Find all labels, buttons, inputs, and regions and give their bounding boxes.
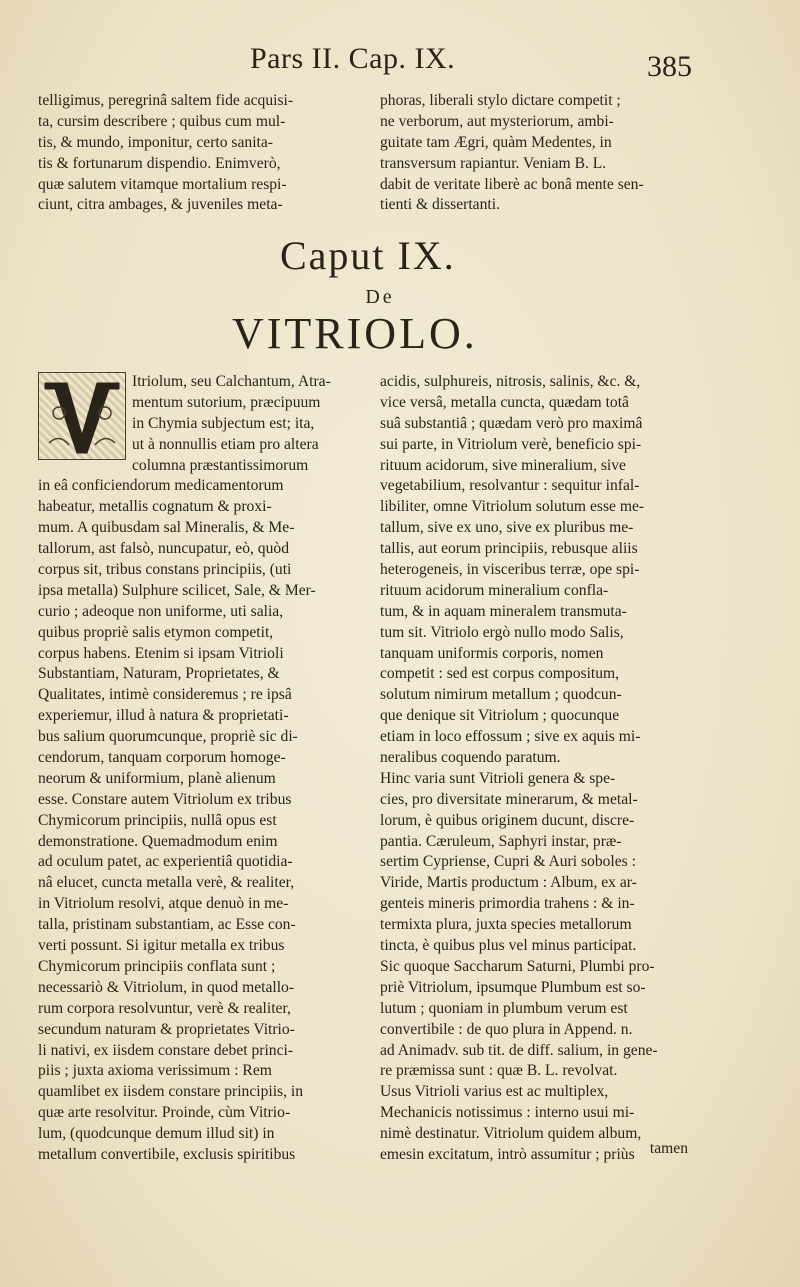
running-head: Pars II. Cap. IX. — [250, 42, 456, 75]
text-line: secundum naturam & proprietates Vitrio- — [38, 1020, 295, 1038]
chapter-heading: Caput IX. — [280, 233, 456, 278]
text-line: re præmissa sunt : quæ B. L. revolvat. — [380, 1062, 618, 1080]
text-line: sui parte, in Vitriolum verè, beneficio spi- — [380, 435, 642, 453]
text-line: Qualitates, intimè consideremus ; re ipsâ — [38, 686, 292, 704]
text-line: tum, & in aquam mineralem transmuta- — [380, 602, 627, 620]
text-line: nimè destinatur. Vitriolum quidem album, — [380, 1125, 642, 1143]
text-line: rituum acidorum mineralium confla- — [380, 581, 609, 599]
top-right-column — [380, 91, 688, 216]
text-line: solutum nimirum metallum ; quodcun- — [380, 686, 622, 704]
text-line: libiliter, omne Vitriolum solutum esse me- — [380, 498, 645, 516]
text-line: vegetabilium, resolvantur : sequitur infal- — [380, 477, 640, 495]
text-line: columna præstantissimorum — [132, 456, 309, 474]
text-line: phoras, liberali stylo dictare competit ; — [380, 92, 621, 109]
text-line: convertibile : de quo plura in Append. n. — [380, 1020, 633, 1038]
text-line: bus salium quorumcunque, propriè sic di- — [38, 728, 298, 746]
text-line: in eâ conficiendorum medicamentorum — [38, 477, 284, 495]
text-line: cies, pro diversitate minerarum, & metal- — [380, 790, 638, 808]
text-line: ad Animadv. sub tit. de diff. salium, in gene- — [380, 1041, 658, 1059]
text-line: esse. Constare autem Vitriolum ex tribus — [38, 790, 292, 808]
text-line: piis ; juxta axioma verissimum : Rem — [38, 1062, 272, 1080]
text-line: quæ salutem vitamque mortalium respi- — [38, 175, 287, 193]
text-line: tincta, è quibus plus vel minus participat. — [380, 937, 637, 955]
text-line: competit : sed est corpus compositum, — [380, 665, 620, 683]
text-line: pantia. Cæruleum, Saphyri instar, præ- — [380, 832, 622, 850]
text-line: emesin excitatum, intrò assumitur ; priùs — [380, 1145, 635, 1163]
text-line: tum sit. Vitriolo ergò nullo modo Salis, — [380, 623, 624, 641]
catchword: tamen — [649, 1140, 688, 1157]
top-left-column — [38, 91, 360, 216]
text-line: genteis mineris primordia trahens : & in- — [380, 895, 635, 913]
text-line: curio ; adeoque non uniforme, uti salia, — [38, 602, 284, 620]
text-line: habeatur, metallis cognatum & proxi- — [38, 498, 272, 516]
text-line: telligimus, peregrinâ saltem fide acquisi- — [38, 92, 294, 109]
text-line: ta, cursim describere ; quibus cum mul- — [38, 112, 286, 130]
text-line: ipsa metalla) Sulphure scilicet, Sale, & Mer- — [38, 581, 316, 599]
text-line: sertim Cypriense, Cupri & Auri soboles : — [380, 853, 636, 871]
text-line: dabit de veritate liberè ac bonâ mente sen- — [380, 175, 644, 193]
text-line: Chymicorum principiis, nullâ opus est — [38, 811, 277, 829]
text-line: acidis, sulphureis, nitrosis, salinis, &c. &, — [380, 373, 641, 390]
text-line: necessariò & Vitriolum, in quod metallo- — [38, 978, 295, 996]
text-line: neralibus coquendo paratum. — [380, 749, 561, 767]
text-line: verti possunt. Si igitur metalla ex tribus — [38, 937, 285, 955]
text-line: talla, pristinam substantiam, ac Esse con- — [38, 916, 296, 934]
text-line: in Vitriolum resolvi, atque denuò in me- — [38, 895, 289, 913]
text-line: ad oculum patet, ac experientiâ quotidia- — [38, 853, 293, 871]
text-line: mum. A quibusdam sal Mineralis, & Me- — [38, 519, 295, 537]
text-line: demonstratione. Quemadmodum enim — [38, 832, 278, 850]
text-line: Itriolum, seu Calchantum, Atra- — [132, 373, 331, 390]
text-line: neorum & uniformium, planè alienum — [38, 769, 276, 787]
text-line: heterogeneis, in visceribus terræ, ope spi- — [380, 561, 640, 579]
text-line: ut à nonnullis etiam pro altera — [132, 435, 319, 453]
right-body-column — [380, 372, 688, 1166]
text-line: quamlibet ex iisdem constare principiis, in — [38, 1083, 304, 1101]
text-line: Mechanicis notissimus : interno usui mi- — [380, 1104, 635, 1122]
text-line: ne verborum, aut mysteriorum, ambi- — [380, 112, 614, 130]
text-line: Usus Vitrioli varius est ac multiplex, — [380, 1083, 609, 1101]
left-body-column — [38, 372, 360, 1166]
text-line: lutum ; quoniam in plumbum verum est — [380, 999, 628, 1017]
text-line: lum, (quodcunque demum illud sit) in — [38, 1125, 275, 1143]
text-line: tis, & mundo, imponitur, certo sanita- — [38, 133, 273, 151]
text-line: rituum acidorum, sive mineralium, sive — [380, 456, 626, 474]
text-line: in Chymia subjectum est; ita, — [132, 414, 315, 432]
text-line: tienti & dissertanti. — [380, 196, 500, 214]
text-line: rum corpora resolvuntur, verè & realiter, — [38, 999, 291, 1017]
text-line: termixta plura, juxta species metallorum — [380, 916, 632, 934]
text-line: priè Vitriolum, ipsumque Plumbum est so- — [380, 978, 646, 996]
text-line: Chymicorum principiis conflata sunt ; — [38, 957, 276, 975]
text-line: mentum sutorium, præcipuum — [132, 393, 321, 411]
text-line: guitate tam Ægri, quàm Medentes, in — [380, 133, 612, 151]
text-line: lorum, è quibus originem ducunt, discre- — [380, 811, 635, 829]
text-line: etiam in loco effossum ; sive ex aquis mi- — [380, 728, 641, 746]
text-line: tallis, aut eorum principiis, rebusque aliis — [380, 540, 638, 558]
text-line: li nativi, ex iisdem constare debet princi- — [38, 1041, 294, 1059]
text-line: que denique sit Vitriolum ; quocunque — [380, 707, 620, 725]
text-line: quibus propriè salis etymon competit, — [38, 623, 274, 641]
text-line: Sic quoque Saccharum Saturni, Plumbi pro- — [380, 957, 655, 975]
text-line: corpus habens. Etenim si ipsam Vitrioli — [38, 644, 284, 662]
text-line: tallorum, ast falsò, nuncupatur, eò, quòd — [38, 540, 289, 558]
text-line: Substantiam, Naturam, Proprietates, & — [38, 665, 280, 683]
text-line: experiemur, illud à natura & proprietati- — [38, 707, 289, 725]
text-line: transversum rapiantur. Veniam B. L. — [380, 154, 607, 172]
chapter-preposition: De — [365, 286, 395, 308]
text-line: metallum convertibile, exclusis spiritibus — [38, 1145, 296, 1163]
text-line: tis & fortunarum dispendio. Enimverò, — [38, 154, 281, 172]
text-line: quæ arte resolvitur. Proinde, cùm Vitrio- — [38, 1104, 291, 1122]
chapter-title: VITRIOLO. — [232, 309, 478, 358]
page-number: 385 — [647, 50, 692, 83]
text-line: vice versâ, metalla cuncta, quædam totâ — [380, 393, 629, 411]
text-line: suâ substantiâ ; quædam verò pro maximâ — [380, 414, 643, 432]
text-line: tallum, sive ex uno, sive ex pluribus me- — [380, 519, 634, 537]
text-line: nâ elucet, cuncta metalla verè, & realiter, — [38, 874, 295, 892]
text-line: corpus sit, tribus constans principiis, (uti — [38, 561, 292, 579]
text-line: cendorum, tanquam corporum homoge- — [38, 749, 286, 767]
text-line: Viride, Martis productum : Album, ex ar- — [380, 874, 637, 892]
text-line: tanquam uniformis corporis, nomen — [380, 644, 604, 662]
text-line: ciunt, citra ambages, & juveniles meta- — [38, 196, 283, 214]
text-line: Hinc varia sunt Vitrioli genera & spe- — [380, 769, 616, 787]
